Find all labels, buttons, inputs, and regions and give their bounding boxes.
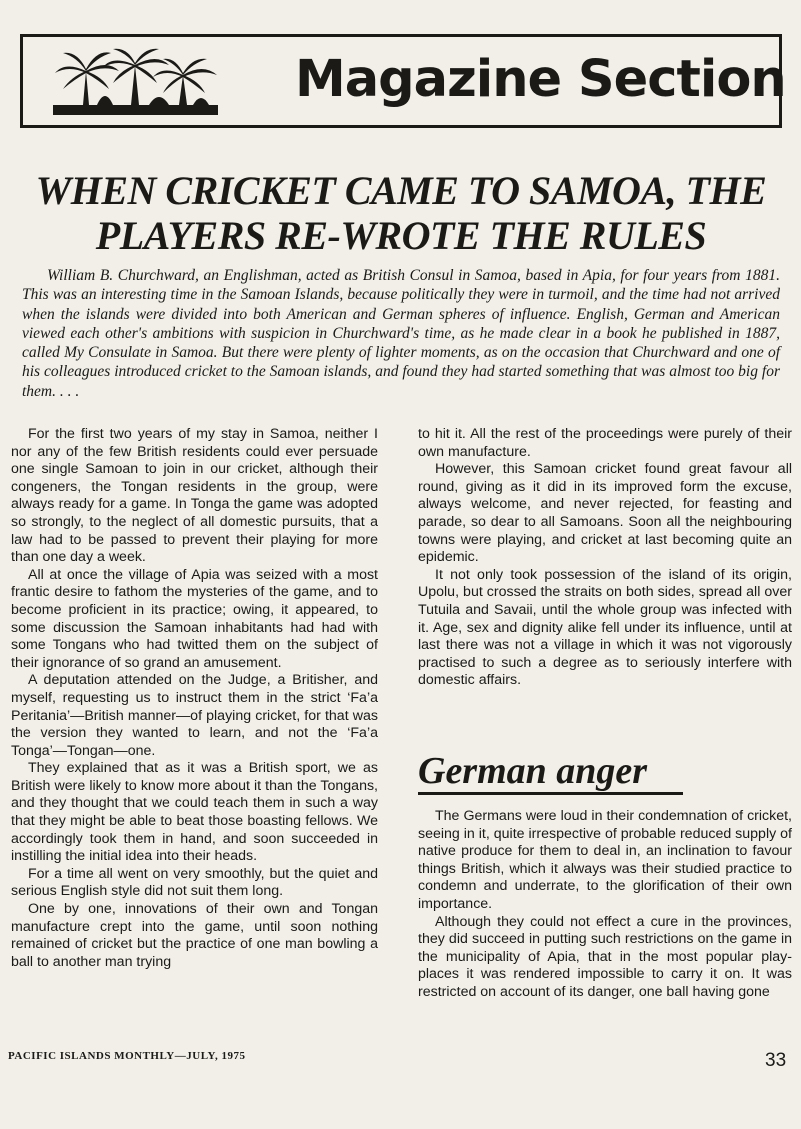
paragraph: All at once the village of Apia was seized with a most frantic desire to fathom the mysteries of the game, and to become proficient in its practice; owing, it appeared, to some discussion the Samoan inhabitants had had with some Tongans who had twitted them on the subject of their ignorance of so grand an amusement.: [11, 566, 378, 671]
paragraph: For the first two years of my stay in Samoa, neither I nor any of the few British residents could ever persuade one single Samoan to join in our cricket, although their congeners, the Tongan residents in the group, were always ready for a game. In Tonga the game was adopted so strongly, to the neglect of all domestic pursuits, that a law had to be passed to prevent their playing for more than one day a week.: [11, 426, 378, 566]
paragraph: For a time all went on very smoothly, but the quiet and serious English style did not suit them long.: [11, 865, 378, 900]
publication-footer: PACIFIC ISLANDS MONTHLY—JULY, 1975: [8, 1050, 246, 1062]
paragraph: The Germans were loud in their condemnation of cricket, seeing in it, quite irrespective of probable reduced supply of native produce for them to deal in, an inclination to favour things British, which it always was their studied practice to condemn and underrate, to the glorification of their own importance.: [418, 808, 792, 912]
paragraph: Although they could not effect a cure in the provinces, they did succeed in putting such restrictions on the game in the municipality of Apia, that in the most popular play-places it was rendered impossible to carry it on. It was restricted on account of its danger, one ball having gone: [418, 913, 792, 1000]
subheading: German anger: [418, 750, 648, 792]
palm-trees-logo-icon: [53, 47, 218, 117]
paragraph: It not only took possession of the island of its origin, Upolu, but crossed the straits on both sides, spread all over Tutuila and Savaii, until the whole group was infected with it. Age, sex and dignity alike fell under its influence, until at last there was not a village in which it was not vigorously practised to such a degree as to seriously interfere with domestic affairs.: [418, 566, 792, 689]
paragraph: They explained that as it was a British sport, we as British were likely to know more about it than the Tongans, and they thought that we could teach them in such a way that they might be able to beat those boasting fellows. We accordingly took them in hand, and soon succeeded in instilling the initial idea into their heads.: [11, 760, 378, 865]
paragraph: A deputation attended on the Judge, a Britisher, and myself, requesting us to instruct them in the strict ‘Fa’a Peritania’—British manner—of playing cricket, for that was the version they wanted to learn, and not the ‘Fa’a Tonga’—Tongan—one.: [11, 672, 378, 759]
right-column-bottom: [418, 808, 792, 1002]
magazine-section-banner: [20, 34, 786, 128]
paragraph: However, this Samoan cricket found great favour all round, giving as it did in its improved form the excuse, always welcome, and never rejected, for feasting and parade, so dear to all Samoans. Soon all the neighbouring towns were playing, and cricket at last becoming quite an epidemic.: [418, 461, 792, 566]
section-title: Magazine Section: [295, 50, 786, 109]
right-column-top: [418, 426, 792, 690]
paragraph: One by one, innovations of their own and Tongan manufacture crept into the game, until soon nothing remained of cricket but the practice of one man bowling a ball to another man trying: [11, 901, 378, 970]
paragraph: to hit it. All the rest of the proceedings were purely of their own manufacture.: [418, 426, 792, 460]
article-headline: WHEN CRICKET CAME TO SAMOA, THE PLAYERS RE-WROTE THE RULES: [35, 168, 767, 258]
left-column: [11, 426, 378, 971]
page-number: 33: [765, 1050, 787, 1071]
article-intro: William B. Churchward, an Englishman, acted as British Consul in Samoa, based in Apia, for four years from 1881. This was an interesting time in the Samoan Islands, because politically they were in turmoil, and the time had not arrived when the islands were divided into both American and German spheres of influence. English, German and American viewed each other's ambitions with suspicion in Churchward's time, as he made clear in a book he published in 1887, called My Consulate in Samoa. But there were plenty of lighter moments, as on the occasion that Churchward and one of his colleagues introduced cricket to the Samoan islands, and found they had started something that was almost too big for them. . . .: [22, 267, 780, 400]
subheading-underline: [418, 792, 683, 795]
